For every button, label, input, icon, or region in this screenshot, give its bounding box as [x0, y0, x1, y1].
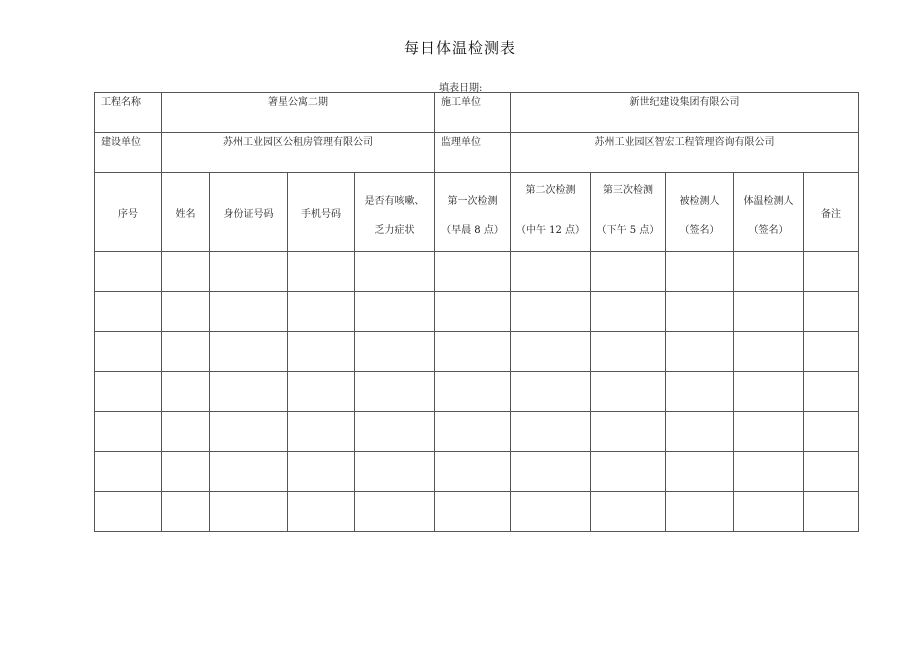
cell-check2[interactable]: [511, 292, 591, 332]
header-tester-line2: （签名）: [748, 225, 789, 236]
cell-id-no[interactable]: [210, 412, 288, 452]
fill-date-label: 填表日期:: [439, 83, 483, 94]
cell-tester-signature[interactable]: [734, 332, 804, 372]
cell-tester-signature[interactable]: [734, 292, 804, 332]
cell-check2[interactable]: [511, 332, 591, 372]
cell-tested-signature[interactable]: [666, 332, 734, 372]
cell-symptom[interactable]: [355, 452, 435, 492]
cell-check1[interactable]: [435, 452, 511, 492]
cell-remarks[interactable]: [804, 252, 859, 292]
page-title: 每日体温检测表: [403, 39, 516, 57]
temperature-form-table: [94, 92, 859, 532]
table-row: [95, 412, 859, 452]
cell-seq[interactable]: [95, 412, 162, 452]
info-row-project: [95, 93, 859, 133]
header-check3-line2: （下午 5 点）: [596, 225, 660, 236]
cell-name[interactable]: [162, 412, 210, 452]
header-symptom: [355, 173, 435, 252]
cell-symptom[interactable]: [355, 252, 435, 292]
cell-tested-signature[interactable]: [666, 452, 734, 492]
header-check2-line1: 第二次检测: [525, 185, 576, 196]
cell-check1[interactable]: [435, 492, 511, 532]
cell-id-no[interactable]: [210, 452, 288, 492]
column-header-row: [95, 173, 859, 252]
cell-seq[interactable]: [95, 252, 162, 292]
table-row: [95, 252, 859, 292]
cell-tester-signature[interactable]: [734, 252, 804, 292]
header-check3-line1: 第三次检测: [603, 185, 653, 196]
contractor-value[interactable]: 新世纪建设集团有限公司: [511, 93, 859, 133]
header-symptom-line1: 是否有咳嗽、: [364, 196, 425, 207]
cell-id-no[interactable]: [210, 252, 288, 292]
supervisor-value[interactable]: 苏州工业园区智宏工程管理咨询有限公司: [511, 133, 859, 173]
cell-seq[interactable]: [95, 492, 162, 532]
cell-symptom[interactable]: [355, 372, 435, 412]
cell-tester-signature[interactable]: [734, 372, 804, 412]
header-check1-line1: 第一次检测: [447, 196, 498, 207]
header-check3: [591, 173, 666, 252]
cell-tested-signature[interactable]: [666, 252, 734, 292]
header-check1: [435, 173, 511, 252]
table-row: [95, 292, 859, 332]
cell-phone[interactable]: [288, 492, 355, 532]
cell-remarks[interactable]: [804, 412, 859, 452]
cell-id-no[interactable]: [210, 332, 288, 372]
cell-phone[interactable]: [288, 412, 355, 452]
cell-tester-signature[interactable]: [734, 452, 804, 492]
cell-remarks[interactable]: [804, 372, 859, 412]
cell-remarks[interactable]: [804, 492, 859, 532]
cell-check1[interactable]: [435, 372, 511, 412]
table-row: [95, 492, 859, 532]
info-row-owner: [95, 133, 859, 173]
cell-check2[interactable]: [511, 492, 591, 532]
project-label: 工程名称: [95, 93, 162, 133]
cell-check2[interactable]: [511, 372, 591, 412]
project-value[interactable]: 箸星公寓二期: [162, 93, 435, 133]
cell-remarks[interactable]: [804, 452, 859, 492]
cell-check1[interactable]: [435, 412, 511, 452]
cell-tested-signature[interactable]: [666, 412, 734, 452]
cell-phone[interactable]: [288, 292, 355, 332]
header-check2: [511, 173, 591, 252]
cell-seq[interactable]: [95, 332, 162, 372]
cell-symptom[interactable]: [355, 332, 435, 372]
table-row: [95, 372, 859, 412]
header-tested-line2: （签名）: [679, 225, 720, 236]
cell-id-no[interactable]: [210, 492, 288, 532]
cell-symptom[interactable]: [355, 412, 435, 452]
table-row: [95, 452, 859, 492]
cell-seq[interactable]: [95, 452, 162, 492]
cell-check3[interactable]: [591, 492, 666, 532]
cell-check2[interactable]: [511, 252, 591, 292]
cell-phone[interactable]: [288, 252, 355, 292]
supervisor-label: 监理单位: [435, 133, 511, 173]
cell-phone[interactable]: [288, 452, 355, 492]
cell-tester-signature[interactable]: [734, 492, 804, 532]
cell-seq[interactable]: [95, 292, 162, 332]
cell-name[interactable]: [162, 332, 210, 372]
cell-check2[interactable]: [511, 452, 591, 492]
cell-symptom[interactable]: [355, 492, 435, 532]
header-tested-person: [666, 173, 734, 252]
header-id-no: 身份证号码: [210, 173, 288, 252]
cell-check3[interactable]: [591, 372, 666, 412]
cell-check3[interactable]: [591, 452, 666, 492]
header-phone: 手机号码: [288, 173, 355, 252]
table-row: [95, 332, 859, 372]
header-symptom-line2: 乏力症状: [374, 225, 415, 236]
owner-label: 建设单位: [95, 133, 162, 173]
cell-check2[interactable]: [511, 412, 591, 452]
header-tested-line1: 被检测人: [679, 196, 720, 207]
cell-name[interactable]: [162, 252, 210, 292]
cell-tester-signature[interactable]: [734, 412, 804, 452]
cell-name[interactable]: [162, 372, 210, 412]
contractor-label: 施工单位: [435, 93, 511, 133]
cell-check3[interactable]: [591, 412, 666, 452]
header-seq: 序号: [95, 173, 162, 252]
header-check2-line2: （中午 12 点）: [515, 225, 586, 236]
cell-name[interactable]: [162, 492, 210, 532]
cell-tested-signature[interactable]: [666, 292, 734, 332]
cell-check1[interactable]: [435, 292, 511, 332]
header-remarks: 备注: [804, 173, 859, 252]
cell-check3[interactable]: [591, 292, 666, 332]
cell-id-no[interactable]: [210, 372, 288, 412]
cell-seq[interactable]: [95, 372, 162, 412]
cell-remarks[interactable]: [804, 332, 859, 372]
header-check1-line2: （早晨 8 点）: [441, 225, 504, 236]
cell-check1[interactable]: [435, 252, 511, 292]
cell-check3[interactable]: [591, 332, 666, 372]
cell-remarks[interactable]: [804, 292, 859, 332]
owner-value[interactable]: 苏州工业园区公租房管理有限公司: [162, 133, 435, 173]
cell-phone[interactable]: [288, 332, 355, 372]
cell-tested-signature[interactable]: [666, 372, 734, 412]
cell-id-no[interactable]: [210, 292, 288, 332]
header-name: 姓名: [162, 173, 210, 252]
header-tester-line1: 体温检测人: [743, 196, 794, 207]
cell-name[interactable]: [162, 292, 210, 332]
cell-symptom[interactable]: [355, 292, 435, 332]
cell-check1[interactable]: [435, 332, 511, 372]
cell-phone[interactable]: [288, 372, 355, 412]
cell-tested-signature[interactable]: [666, 492, 734, 532]
cell-check3[interactable]: [591, 252, 666, 292]
cell-name[interactable]: [162, 452, 210, 492]
header-tester: [734, 173, 804, 252]
